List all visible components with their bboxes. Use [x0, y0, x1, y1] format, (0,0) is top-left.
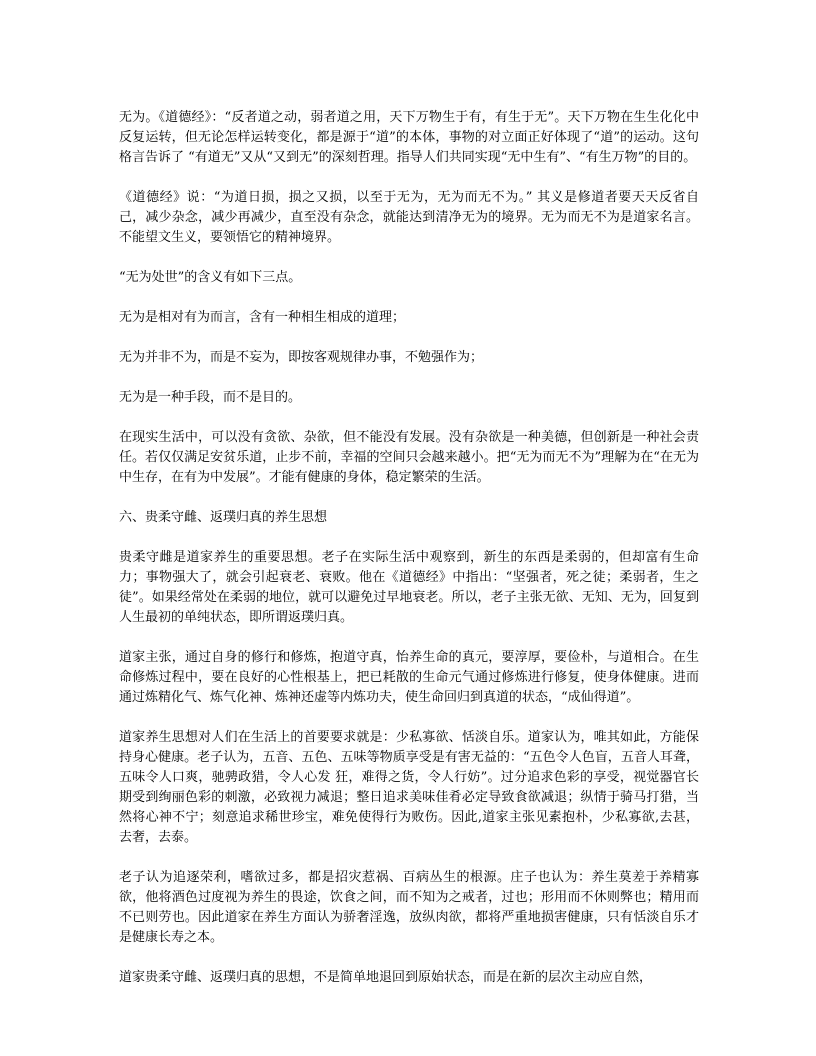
- paragraph-wuwei-definition: 无为。《道德经》：“反者道之动，弱者道之用，天下万物生于有，有生于无”。天下万物在生生化化中反复运转，但无论怎样运转变化，都是源于“道”的本体，事物的对立面正好体现了“道”的运动。这句格言告诉了 “有道无”又从“又到无”的深刻哲理。指导人们共同实现“无中生有”、“有生万物”的目的。: [119, 110, 699, 165]
- paragraph-real-life: 在现实生活中，可以没有贪欲、杂欲，但不能没有发展。没有杂欲是一种美德，但创新是一种社会责任。若仅仅满足安贫乐道，止步不前，幸福的空间只会越来越小。把“无为而无不为”理解为在“在无为中生存，在有为中发展”。才能有健康的身体，稳定繁荣的生活。: [119, 430, 699, 485]
- paragraph-laozi-zhuangzi: 老子认为追逐荣利，嗜欲过多，都是招灾惹祸、百病丛生的根源。庄子也认为：养生莫差于养精寡欲，他将酒色过度视为养生的畏途，饮食之间，而不知为之戒者，过也；形用而不休则弊也；精用而不已则劳也。因此道家在养生方面认为骄奢淫逸，放纵肉欲，都将严重地损害健康，只有恬淡自乐才是健康长寿之本。: [119, 870, 699, 945]
- paragraph-daodejing-quote: 《道德经》说：“为道日损，损之又损，以至于无为，无为而无不为。” 其义是修道者要天天反省自己，减少杂念，减少再减少，直至没有杂念，就能达到清净无为的境界。无为而无不为是道家名言。不能望文生义，要领悟它的精神境界。: [119, 190, 699, 245]
- paragraph-guirou-shouci: 贵柔守雌是道家养生的重要思想。老子在实际生活中观察到，新生的东西是柔弱的，但却富有生命力；事物强大了，就会引起衰老、衰败。他在《道德经》中指出：“坚强者，死之徒；柔弱者，生之徒”。如果经常处在柔弱的地位，就可以避免过早地衰老。所以，老子主张无欲、无知、无为，回复到人生最初的单纯状态，即所谓返璞归真。: [119, 550, 699, 625]
- paragraph-return-to-nature: 道家贵柔守雌、返璞归真的思想，不是简单地退回到原始状态，而是在新的层次主动应自然，: [119, 970, 653, 985]
- paragraph-few-desires: 道家养生思想对人们在生活上的首要要求就是：少私寡欲、恬淡自乐。道家认为，唯其如此，方能保持身心健康。老子认为，五音、五色、五味等物质享受是有害无益的：“五色令人色盲，五音人耳聋，五味令人口爽，驰骋政猎，令人心发 狂，难得之货，令人行妨”。过分追求色彩的享受，视觉器官长期受到绚丽色彩的刺激，必致视力减退；整日追求美味佳肴必定导致食欲减退；纵情于骑马打猎，当然将心神不宁；刻意追求稀世珍宝，难免使得行为败伤。因此,道家主张见素抱朴，少私寡欲,去甚，去奢，去泰。: [119, 730, 699, 845]
- document-body: [119, 108, 699, 988]
- paragraph-cultivation: 道家主张，通过自身的修行和修炼，抱道守真，怡养生命的真元，要淳厚，要俭朴，与道相合。在生命修炼过程中，要在良好的心性根基上，把已耗散的生命元气通过修炼进行修复，使身体健康。进而通过炼精化气、炼气化神、炼神还虚等内炼功夫，使生命回归到真道的状态，“成仙得道”。: [119, 650, 699, 705]
- paragraph-meaning-one: 无为是相对有为而言，含有一种相生相成的道理；: [119, 310, 406, 325]
- paragraph-three-meanings-intro: “无为处世”的含义有如下三点。: [119, 270, 302, 285]
- paragraph-meaning-three: 无为是一种手段，而不是目的。: [119, 390, 302, 405]
- paragraph-meaning-two: 无为并非不为，而是不妄为，即按客观规律办事，不勉强作为；: [119, 350, 484, 365]
- section-heading-six: 六、贵柔守雌、返璞归真的养生思想: [119, 510, 328, 525]
